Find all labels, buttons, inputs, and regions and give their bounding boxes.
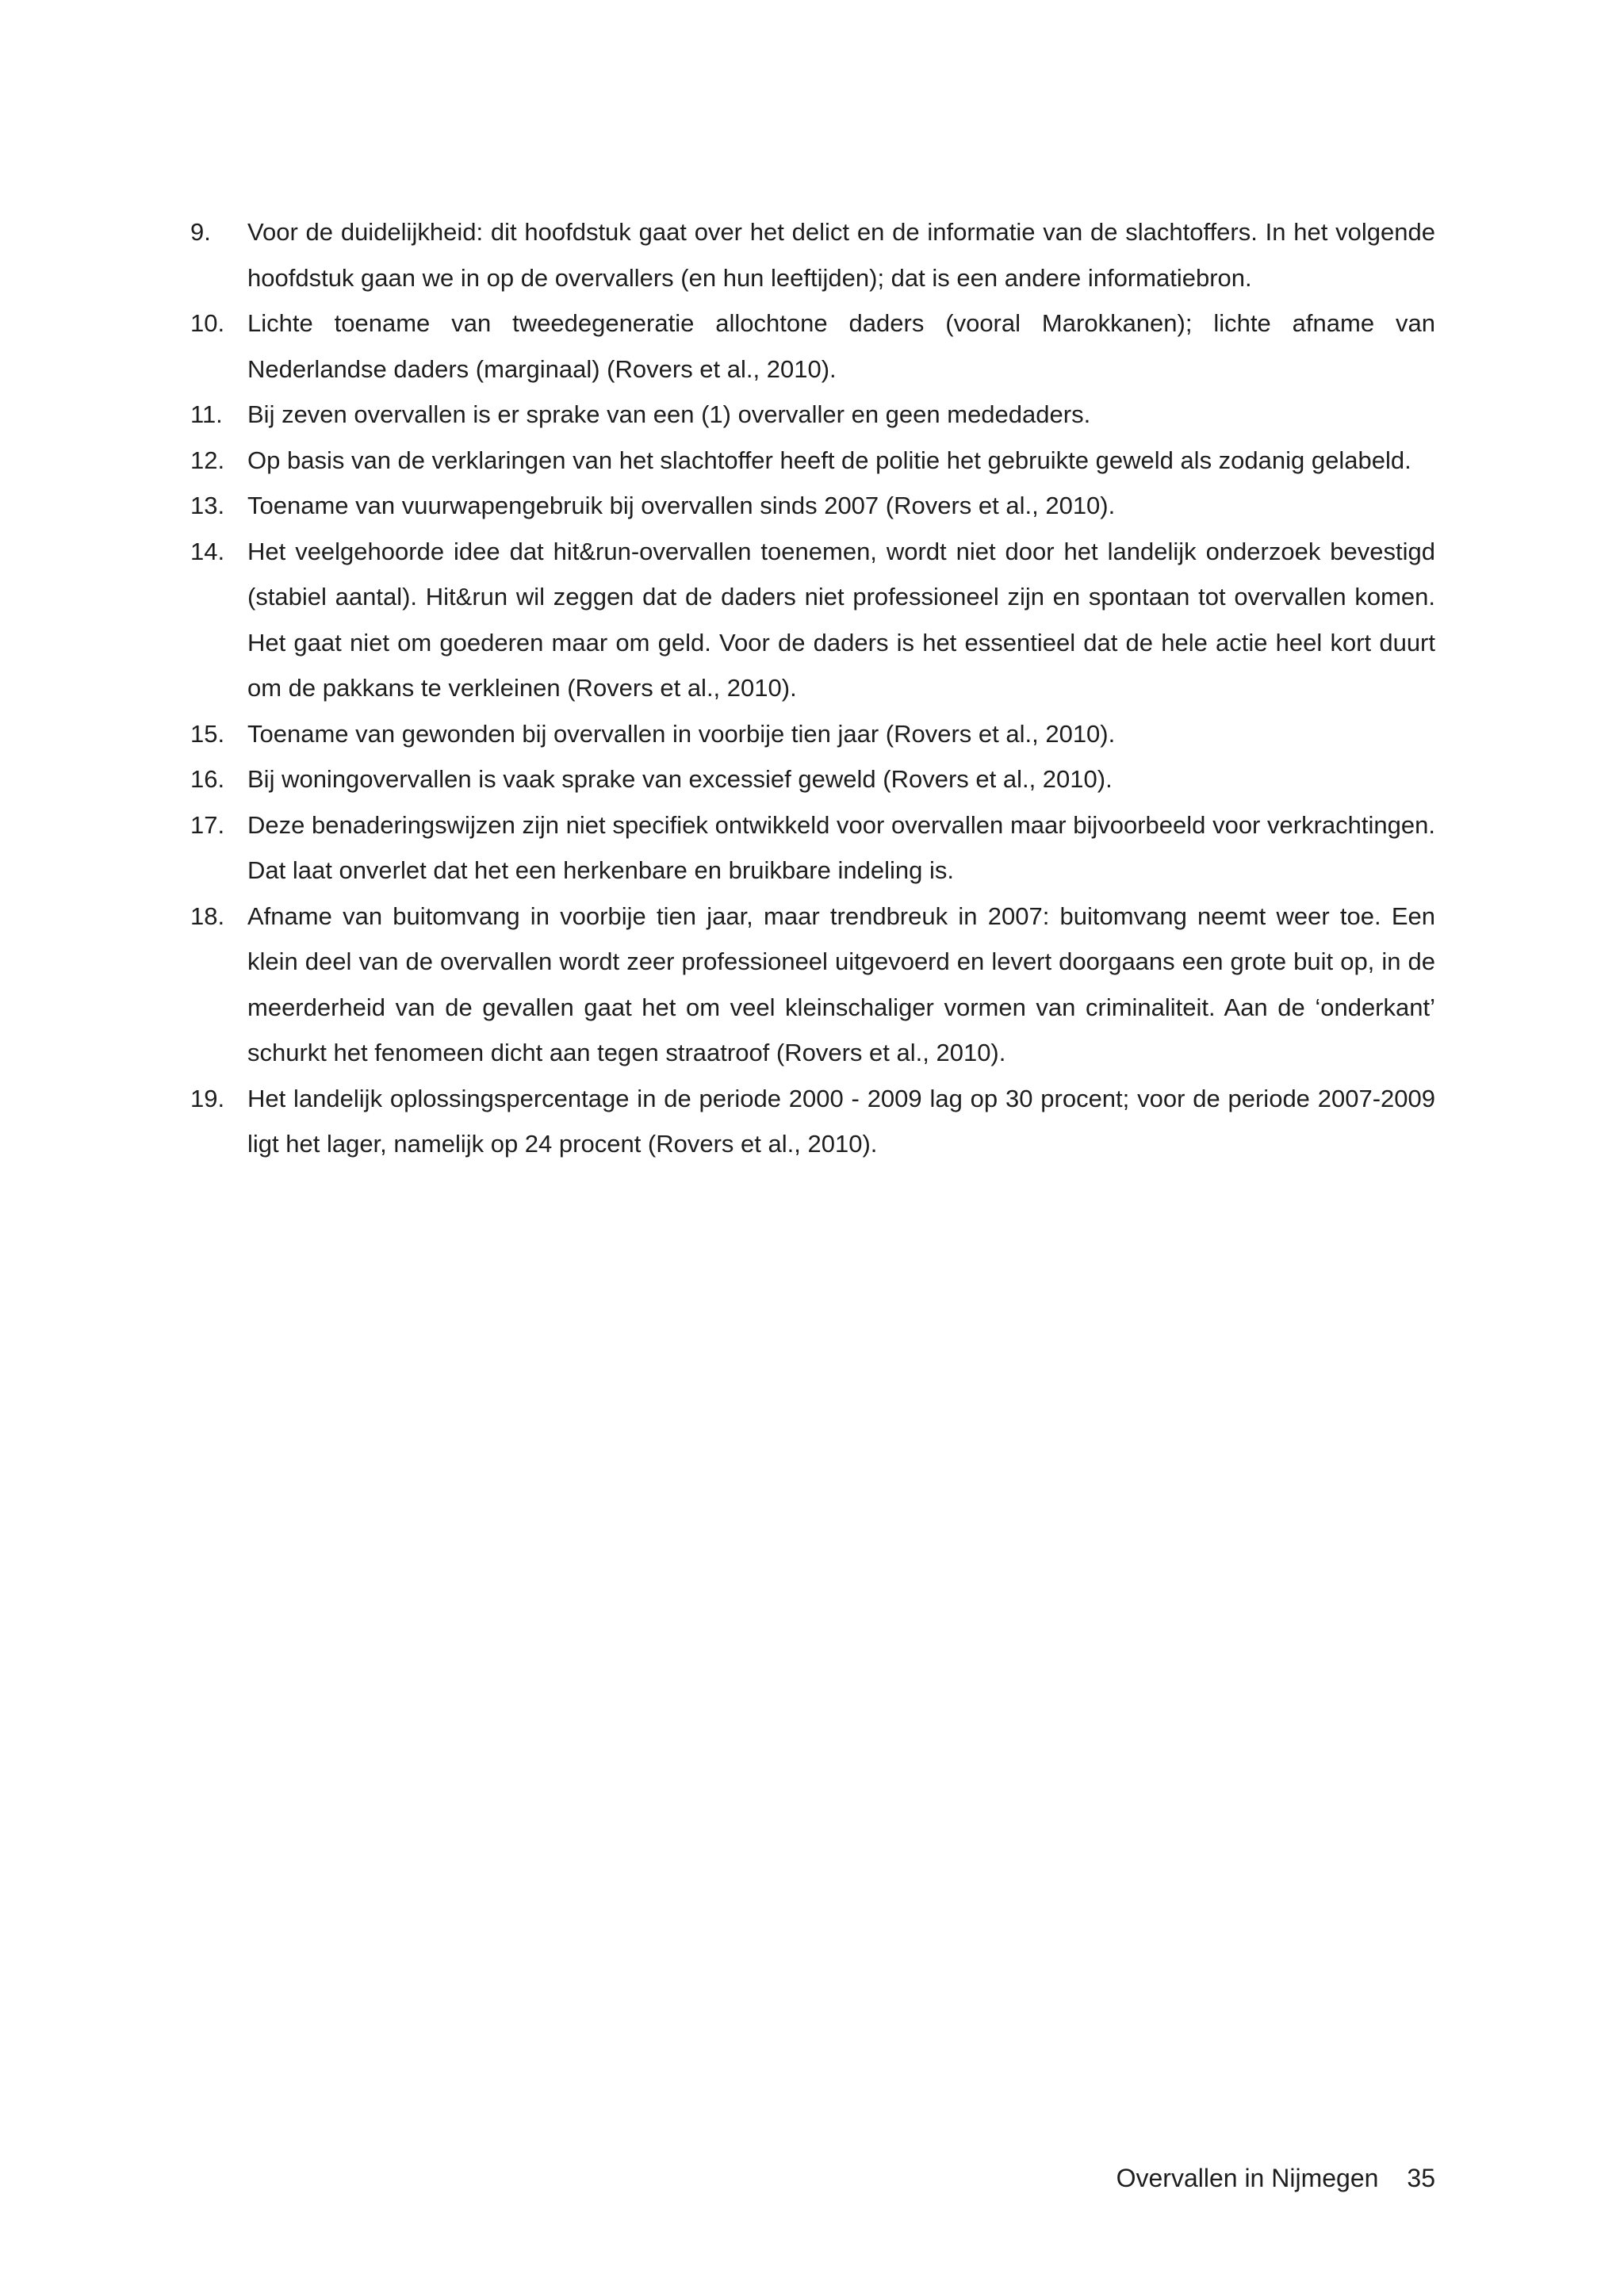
endnote-number: 12. bbox=[190, 446, 225, 474]
endnote-text: Afname van buitomvang in voorbije tien jaar, maar trendbreuk in 2007: buitomvang neemt weer toe. Een klein deel van de overvallen wordt zeer professioneel uitgevoerd en levert doorgaans een grote buit op, in de meerderheid van de gevallen gaat het om veel kleinschaliger vormen van criminaliteit. Aan de ‘onderkant’ schurkt het fenomeen dicht aan tegen straatroof (Rovers et al., 2010). bbox=[247, 902, 1435, 1066]
endnote-number: 17. bbox=[190, 810, 225, 839]
page-number: 35 bbox=[1407, 2164, 1435, 2192]
endnote-16 bbox=[190, 756, 1435, 802]
endnote-18 bbox=[190, 894, 1435, 1076]
endnote-12 bbox=[190, 438, 1435, 484]
endnote-14 bbox=[190, 529, 1435, 711]
endnote-9 bbox=[190, 209, 1435, 301]
endnote-text: Het landelijk oplossingspercentage in de periode 2000 - 2009 lag op 30 procent; voor de periode 2007-2009 ligt het lager, namelijk op 24 procent (Rovers et al., 2010). bbox=[247, 1084, 1435, 1158]
endnote-11 bbox=[190, 392, 1435, 438]
endnote-text: Bij woningovervallen is vaak sprake van excessief geweld (Rovers et al., 2010). bbox=[247, 765, 1113, 793]
endnotes-list bbox=[190, 209, 1435, 1167]
endnote-text: Het veelgehoorde idee dat hit&run-overvallen toenemen, wordt niet door het landelijk onderzoek bevestigd (stabiel aantal). Hit&run wil zeggen dat de daders niet professioneel zijn en spontaan tot overvallen komen. Het gaat niet om goederen maar om geld. Voor de daders is het essentieel dat de hele actie heel kort duurt om de pakkans te verkleinen (Rovers et al., 2010). bbox=[247, 537, 1435, 702]
endnote-number: 16. bbox=[190, 765, 225, 793]
endnote-number: 9. bbox=[190, 218, 211, 246]
endnote-17 bbox=[190, 802, 1435, 894]
endnote-number: 15. bbox=[190, 719, 225, 748]
endnote-number: 18. bbox=[190, 902, 225, 930]
endnote-number: 13. bbox=[190, 492, 225, 519]
endnote-number: 19. bbox=[190, 1084, 225, 1112]
endnote-number: 14. bbox=[190, 537, 225, 565]
running-footer-title: Overvallen in Nijmegen bbox=[1116, 2164, 1379, 2192]
endnote-text: Toename van gewonden bij overvallen in voorbije tien jaar (Rovers et al., 2010). bbox=[247, 719, 1116, 748]
endnote-text: Deze benaderingswijzen zijn niet specifiek ontwikkeld voor overvallen maar bijvoorbeeld voor verkrachtingen. Dat laat onverlet dat het een herkenbare en bruikbare indeling is. bbox=[247, 810, 1435, 884]
endnote-10 bbox=[190, 301, 1435, 392]
endnote-text: Bij zeven overvallen is er sprake van een (1) overvaller en geen mededaders. bbox=[247, 400, 1091, 428]
page-footer bbox=[1116, 2162, 1435, 2194]
endnote-19 bbox=[190, 1076, 1435, 1167]
endnote-text: Lichte toename van tweedegeneratie allochtone daders (vooral Marokkanen); lichte afname van Nederlandse daders (marginaal) (Rovers et al., 2010). bbox=[247, 309, 1435, 383]
endnote-text: Toename van vuurwapengebruik bij overvallen sinds 2007 (Rovers et al., 2010). bbox=[247, 492, 1116, 519]
endnote-13 bbox=[190, 483, 1435, 529]
endnote-text: Op basis van de verklaringen van het slachtoffer heeft de politie het gebruikte geweld als zodanig gelabeld. bbox=[247, 446, 1411, 474]
endnote-text: Voor de duidelijkheid: dit hoofdstuk gaat over het delict en de informatie van de slachtoffers. In het volgende hoofdstuk gaan we in op de overvallers (en hun leeftijden); dat is een andere informatiebron. bbox=[247, 218, 1435, 292]
endnote-15 bbox=[190, 711, 1435, 757]
endnote-number: 11. bbox=[190, 400, 223, 428]
endnote-number: 10. bbox=[190, 309, 225, 337]
